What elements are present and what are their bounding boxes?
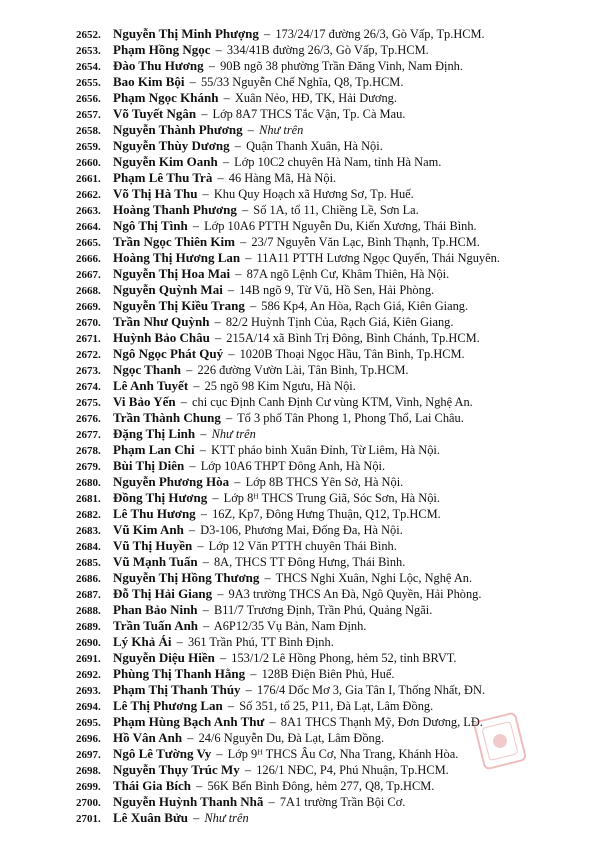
entry-separator: – — [193, 379, 200, 393]
entry-name: Ngô Thị Tình — [113, 218, 188, 233]
entry-name: Đào Thu Hương — [113, 58, 204, 73]
list-item — [76, 202, 588, 218]
entry-separator: – — [244, 763, 252, 777]
entry-number: 2690. — [76, 637, 101, 649]
entry-separator: – — [226, 411, 233, 425]
entry-separator: – — [245, 251, 252, 265]
entry-number: 2654. — [76, 61, 101, 73]
entry-name: Nguyễn Huỳnh Thanh Nhã — [113, 794, 264, 809]
entry-name: Nguyễn Phương Hòa — [113, 474, 230, 489]
entry-name: Trần Ngọc Thiên Kim — [113, 234, 235, 249]
entry-address: Tổ 3 phố Tân Phong 1, Phong Thổ, Lai Châu. — [237, 411, 464, 425]
entry-address: Lớp 8A7 THCS Tắc Vận, Tp. Cà Mau. — [212, 107, 406, 121]
entry-separator: – — [247, 123, 254, 137]
entry-name: Phan Bảo Ninh — [113, 602, 198, 617]
entry-separator: – — [217, 171, 224, 185]
list-item — [76, 538, 588, 554]
entry-name: Vũ Mạnh Tuấn — [113, 554, 198, 569]
list-item — [76, 346, 588, 362]
list-item — [76, 682, 588, 698]
entry-separator: – — [250, 667, 257, 681]
entry-name: Lê Thu Hương — [113, 506, 196, 521]
entry-separator: – — [188, 523, 196, 537]
list-item — [76, 122, 588, 138]
entry-number: 2668. — [76, 285, 101, 297]
entry-address: Như trên — [259, 123, 304, 137]
entry-number: 2679. — [76, 461, 101, 473]
entry-name: Đồng Thị Hương — [113, 490, 208, 505]
entry-number: 2683. — [76, 525, 101, 537]
entry-separator: – — [192, 219, 199, 233]
entry-name: Phạm Thị Thanh Thúy — [113, 682, 241, 697]
entry-number: 2659. — [76, 141, 101, 153]
list-item — [76, 522, 588, 538]
entry-name: Nguyễn Thị Minh Phượng — [113, 26, 259, 41]
entry-address: 16Z, Kp7, Đông Hưng Thuận, Q12, Tp.HCM. — [212, 507, 441, 521]
entry-address: 226 đường Vườn Lài, Tân Bình, Tp.HCM. — [197, 363, 409, 377]
entry-separator: – — [201, 107, 208, 121]
entry-address: 334/41B đường 26/3, Gò Vấp, Tp.HCM. — [226, 43, 429, 57]
list-item — [76, 570, 588, 586]
entry-address: Lớp 10A6 THPT Đông Anh, Hà Nội. — [200, 459, 386, 473]
entry-separator: – — [202, 187, 209, 201]
entry-address: Xuân Nẻo, HĐ, TK, Hải Dương. — [234, 91, 397, 105]
entry-address: Như trên — [204, 811, 249, 825]
entry-name: Nguyễn Thùy Dương — [113, 138, 230, 153]
list-item — [76, 410, 588, 426]
list-item — [76, 586, 588, 602]
entry-separator: – — [200, 507, 207, 521]
entry-name: Lê Xuân Bửu — [113, 810, 188, 825]
entry-separator: – — [208, 59, 215, 73]
entry-separator: – — [202, 603, 209, 617]
entry-address: Như trên — [211, 427, 256, 441]
entry-number: 2699. — [76, 781, 101, 793]
entry-name: Võ Tuyết Ngân — [113, 106, 197, 121]
entry-address: A6P12/35 Vụ Bản, Nam Định. — [213, 619, 367, 633]
entry-separator: – — [227, 283, 235, 297]
entry-number: 2673. — [76, 365, 101, 377]
list-item — [76, 362, 588, 378]
entry-name: Nguyễn Kim Oanh — [113, 154, 218, 169]
list-item — [76, 330, 588, 346]
entry-number: 2675. — [76, 397, 101, 409]
entry-name: Bùi Thị Diên — [113, 458, 185, 473]
entry-number: 2662. — [76, 189, 101, 201]
entry-number: 2663. — [76, 205, 101, 217]
list-item — [76, 618, 588, 634]
entry-name: Đỗ Thị Hải Giang — [113, 586, 213, 601]
entry-address: Khu Quy Hoạch xã Hương Sơ, Tp. Huế. — [213, 187, 414, 201]
entry-number: 2661. — [76, 173, 101, 185]
list-item — [76, 90, 588, 106]
entry-address: B11/7 Trương Định, Trần Phú, Quảng Ngãi. — [213, 603, 433, 617]
entry-address: 55/33 Nguyễn Chế Nghĩa, Q8, Tp.HCM. — [200, 75, 404, 89]
entry-separator: – — [240, 235, 247, 249]
list-item — [76, 810, 588, 826]
entry-address: Lớp 10C2 chuyên Hà Nam, tỉnh Hà Nam. — [234, 155, 442, 169]
list-item — [76, 634, 588, 650]
entry-number: 2691. — [76, 653, 101, 665]
list-item — [76, 154, 588, 170]
entry-address: Lớp 9ᴴ THCS Âu Cơ, Nha Trang, Khánh Hòa. — [227, 747, 459, 761]
entry-number: 2669. — [76, 301, 101, 313]
entry-separator: – — [189, 459, 196, 473]
entry-number: 2652. — [76, 29, 101, 41]
entry-address: 24/6 Nguyễn Du, Đà Lạt, Lâm Đồng. — [198, 731, 385, 745]
entry-separator: – — [176, 635, 183, 649]
list-item — [76, 426, 588, 442]
list-item — [76, 26, 588, 42]
entry-name: Ngô Lê Tường Vy — [113, 746, 212, 761]
list-item — [76, 218, 588, 234]
entry-name: Nguyễn Quỳnh Mai — [113, 282, 223, 297]
entry-address: 8A, THCS TT Đông Hưng, Thái Bình. — [213, 555, 406, 569]
list-item — [76, 314, 588, 330]
entry-address: 361 Trần Phú, TT Bình Định. — [187, 635, 334, 649]
entry-address: KTT pháo binh Xuân Đỉnh, Từ Liêm, Hà Nội. — [211, 443, 440, 457]
entry-address: 56K Bến Bình Đông, hẻm 277, Q8, Tp.HCM. — [207, 779, 435, 793]
entry-number: 2689. — [76, 621, 101, 633]
list-item — [76, 282, 588, 298]
entry-number: 2658. — [76, 125, 101, 137]
entry-separator: – — [269, 715, 276, 729]
entry-name: Vũ Kim Anh — [113, 522, 184, 537]
entry-name: Lê Anh Tuyết — [113, 378, 189, 393]
entry-separator: – — [249, 299, 257, 313]
entry-name: Vi Bảo Yến — [113, 394, 176, 409]
entry-separator: – — [214, 331, 222, 345]
entry-address: 9A3 trường THCS An Đà, Ngô Quyền, Hải Phòng. — [228, 587, 482, 601]
entry-number: 2656. — [76, 93, 101, 105]
list-item — [76, 42, 588, 58]
entry-separator: – — [264, 571, 271, 585]
entry-separator: – — [227, 699, 235, 713]
list-item — [76, 394, 588, 410]
entry-number: 2696. — [76, 733, 101, 745]
entry-list — [76, 26, 588, 826]
entry-separator: – — [235, 267, 242, 281]
list-item — [76, 442, 588, 458]
entry-number: 2677. — [76, 429, 101, 441]
entry-number: 2700. — [76, 797, 101, 809]
entry-number: 2685. — [76, 557, 101, 569]
entry-name: Nguyễn Thụy Trúc My — [113, 762, 240, 777]
entry-address: Lớp 12 Văn PTTH chuyên Thái Bình. — [208, 539, 397, 553]
entry-separator: – — [217, 587, 224, 601]
entry-address: chi cục Định Canh Định Cư vùng KTM, Vinh, Nghệ An. — [192, 395, 473, 409]
entry-name: Phạm Lê Thu Trà — [113, 170, 213, 185]
entry-name: Ngô Ngọc Phát Quý — [113, 346, 224, 361]
entry-name: Bao Kim Bội — [113, 74, 185, 89]
entry-name: Huỳnh Bảo Châu — [113, 330, 210, 345]
entry-address: Số 1A, tổ 11, Chiềng Lề, Sơn La. — [253, 203, 419, 217]
list-item — [76, 378, 588, 394]
entry-number: 2653. — [76, 45, 101, 57]
entry-name: Phùng Thị Thanh Hằng — [113, 666, 246, 681]
entry-address: Số 351, tổ 25, P11, Đà Lạt, Lâm Đồng. — [239, 699, 434, 713]
list-item — [76, 474, 588, 490]
entry-separator: – — [216, 747, 223, 761]
entry-name: Thái Gia Bích — [113, 778, 192, 793]
entry-name: Nguyễn Thành Phương — [113, 122, 243, 137]
entry-number: 2693. — [76, 685, 101, 697]
entry-number: 2674. — [76, 381, 101, 393]
entry-separator: – — [186, 363, 193, 377]
list-item — [76, 58, 588, 74]
entry-number: 2697. — [76, 749, 101, 761]
entry-number: 2671. — [76, 333, 101, 345]
entry-address: Lớp 10A6 PTTH Nguyễn Du, Kiến Xương, Thái Bình. — [204, 219, 477, 233]
entry-separator: – — [196, 779, 203, 793]
entry-name: Phạm Hùng Bạch Anh Thư — [113, 714, 265, 729]
entry-separator: – — [264, 27, 271, 41]
entry-separator: – — [215, 43, 222, 57]
entry-number: 2678. — [76, 445, 101, 457]
list-item — [76, 650, 588, 666]
entry-name: Phạm Ngọc Khánh — [113, 90, 219, 105]
entry-name: Đặng Thị Linh — [113, 426, 196, 441]
entry-address: 128B Điện Biên Phủ, Huế. — [261, 667, 395, 681]
entry-number: 2670. — [76, 317, 101, 329]
list-item — [76, 298, 588, 314]
entry-address: Lớp 8ᴴ THCS Trung Giã, Sóc Sơn, Hà Nội. — [223, 491, 440, 505]
entry-separator: – — [219, 651, 227, 665]
entry-address: 126/1 NĐC, P4, Phú Nhuận, Tp.HCM. — [256, 763, 449, 777]
entry-address: 176/4 Dốc Mơ 3, Gia Tân I, Thống Nhất, ĐN. — [256, 683, 486, 697]
list-item — [76, 170, 588, 186]
list-item — [76, 458, 588, 474]
entry-number: 2692. — [76, 669, 101, 681]
entry-address: 82/2 Huỳnh Tịnh Của, Rạch Giá, Kiên Giang. — [225, 315, 454, 329]
entry-number: 2676. — [76, 413, 101, 425]
entry-separator: – — [180, 395, 187, 409]
entry-name: Trần Tuấn Anh — [113, 618, 199, 633]
entry-name: Lê Thị Phương Lan — [113, 698, 223, 713]
entry-separator: – — [197, 539, 204, 553]
list-item — [76, 138, 588, 154]
list-item — [76, 234, 588, 250]
entry-number: 2682. — [76, 509, 101, 521]
entry-address: 586 Kp4, An Hòa, Rạch Giá, Kiên Giang. — [261, 299, 469, 313]
entry-address: D3-106, Phương Mai, Đống Đa, Hà Nội. — [200, 523, 403, 537]
list-item — [76, 106, 588, 122]
entry-address: 90B ngõ 38 phường Trần Đăng Vinh, Nam Định. — [220, 59, 463, 73]
entry-separator: – — [268, 795, 275, 809]
entry-address: 11A11 PTTH Lương Ngọc Quyến, Thái Nguyên. — [256, 251, 500, 265]
entry-address: 46 Hàng Mã, Hà Nội. — [228, 171, 337, 185]
entry-separator: – — [189, 75, 196, 89]
entry-separator: – — [223, 91, 230, 105]
entry-name: Nguyễn Thị Kiều Trang — [113, 298, 245, 313]
entry-number: 2666. — [76, 253, 101, 265]
entry-separator: – — [245, 683, 252, 697]
entry-name: Hồ Vân Anh — [113, 730, 183, 745]
entry-address: 8A1 THCS Thạnh Mỹ, Đơn Dương, LĐ. — [280, 715, 483, 729]
entry-name: Nguyễn Thị Hoa Mai — [113, 266, 231, 281]
list-item — [76, 666, 588, 682]
entry-name: Trần Như Quỳnh — [113, 314, 210, 329]
entry-number: 2701. — [76, 813, 101, 825]
entry-number: 2657. — [76, 109, 101, 121]
list-item — [76, 602, 588, 618]
entry-name: Vũ Thị Huyền — [113, 538, 193, 553]
entry-number: 2665. — [76, 237, 101, 249]
entry-address: 1020B Thoại Ngọc Hầu, Tân Bình, Tp.HCM. — [239, 347, 465, 361]
entry-name: Ngọc Thanh — [113, 362, 182, 377]
entry-number: 2688. — [76, 605, 101, 617]
entry-address: 215A/14 xã Bình Trị Đông, Bình Chánh, Tp.HCM. — [226, 331, 480, 345]
list-item — [76, 186, 588, 202]
entry-separator: – — [187, 731, 194, 745]
entry-separator: – — [241, 203, 249, 217]
entry-address: 87A ngõ Lệnh Cư, Khâm Thiên, Hà Nội. — [246, 267, 450, 281]
list-item — [76, 490, 588, 506]
entry-number: 2660. — [76, 157, 101, 169]
entry-number: 2667. — [76, 269, 101, 281]
entry-address: 153/1/2 Lê Hồng Phong, hẻm 52, tỉnh BRVT. — [231, 651, 457, 665]
entry-separator: – — [203, 619, 210, 633]
entry-address: THCS Nghi Xuân, Nghi Lộc, Nghệ An. — [275, 571, 473, 585]
entry-name: Hoàng Thanh Phương — [113, 202, 237, 217]
entry-address: Quận Thanh Xuân, Hà Nội. — [246, 139, 383, 153]
entry-separator: – — [234, 475, 241, 489]
entry-name: Phạm Lan Chi — [113, 442, 195, 457]
entry-address: 7A1 trường Trần Bội Cơ. — [279, 795, 406, 809]
entry-address: 173/24/17 đường 26/3, Gò Vấp, Tp.HCM. — [275, 27, 485, 41]
entry-name: Nguyễn Diệu Hiền — [113, 650, 215, 665]
entry-separator: – — [202, 555, 209, 569]
entry-separator: – — [200, 427, 207, 441]
entry-number: 2698. — [76, 765, 101, 777]
entry-number: 2680. — [76, 477, 101, 489]
entry-number: 2684. — [76, 541, 101, 553]
entry-separator: – — [212, 491, 219, 505]
entry-address: 25 ngõ 98 Kim Ngưu, Hà Nội. — [204, 379, 356, 393]
list-item — [76, 778, 588, 794]
entry-separator: – — [222, 155, 230, 169]
entry-name: Võ Thị Hà Thu — [113, 186, 198, 201]
entry-number: 2681. — [76, 493, 101, 505]
entry-separator: – — [228, 347, 235, 361]
entry-address: Lớp 8B THCS Yên Sở, Hà Nội. — [245, 475, 404, 489]
entry-address: 23/7 Nguyễn Văn Lạc, Bình Thạnh, Tp.HCM. — [251, 235, 480, 249]
entry-number: 2686. — [76, 573, 101, 585]
entry-number: 2695. — [76, 717, 101, 729]
list-item — [76, 266, 588, 282]
list-item — [76, 762, 588, 778]
entry-address: 14B ngõ 9, Từ Vũ, Hồ Sen, Hải Phòng. — [239, 283, 435, 297]
entry-number: 2672. — [76, 349, 101, 361]
list-item — [76, 794, 588, 810]
entry-number: 2694. — [76, 701, 101, 713]
entry-number: 2687. — [76, 589, 101, 601]
entry-name: Lý Khả Ái — [113, 634, 172, 649]
entry-separator: – — [234, 139, 241, 153]
entry-number: 2664. — [76, 221, 101, 233]
entry-name: Trần Thành Chung — [113, 410, 221, 425]
list-item — [76, 506, 588, 522]
entry-name: Nguyễn Thị Hồng Thương — [113, 570, 260, 585]
entry-name: Phạm Hồng Ngọc — [113, 42, 211, 57]
entry-separator: – — [214, 315, 221, 329]
entry-name: Hoàng Thị Hương Lan — [113, 250, 241, 265]
list-item — [76, 250, 588, 266]
entry-separator: – — [199, 443, 206, 457]
list-item — [76, 74, 588, 90]
entry-number: 2655. — [76, 77, 101, 89]
list-item — [76, 554, 588, 570]
entry-separator: – — [193, 811, 200, 825]
